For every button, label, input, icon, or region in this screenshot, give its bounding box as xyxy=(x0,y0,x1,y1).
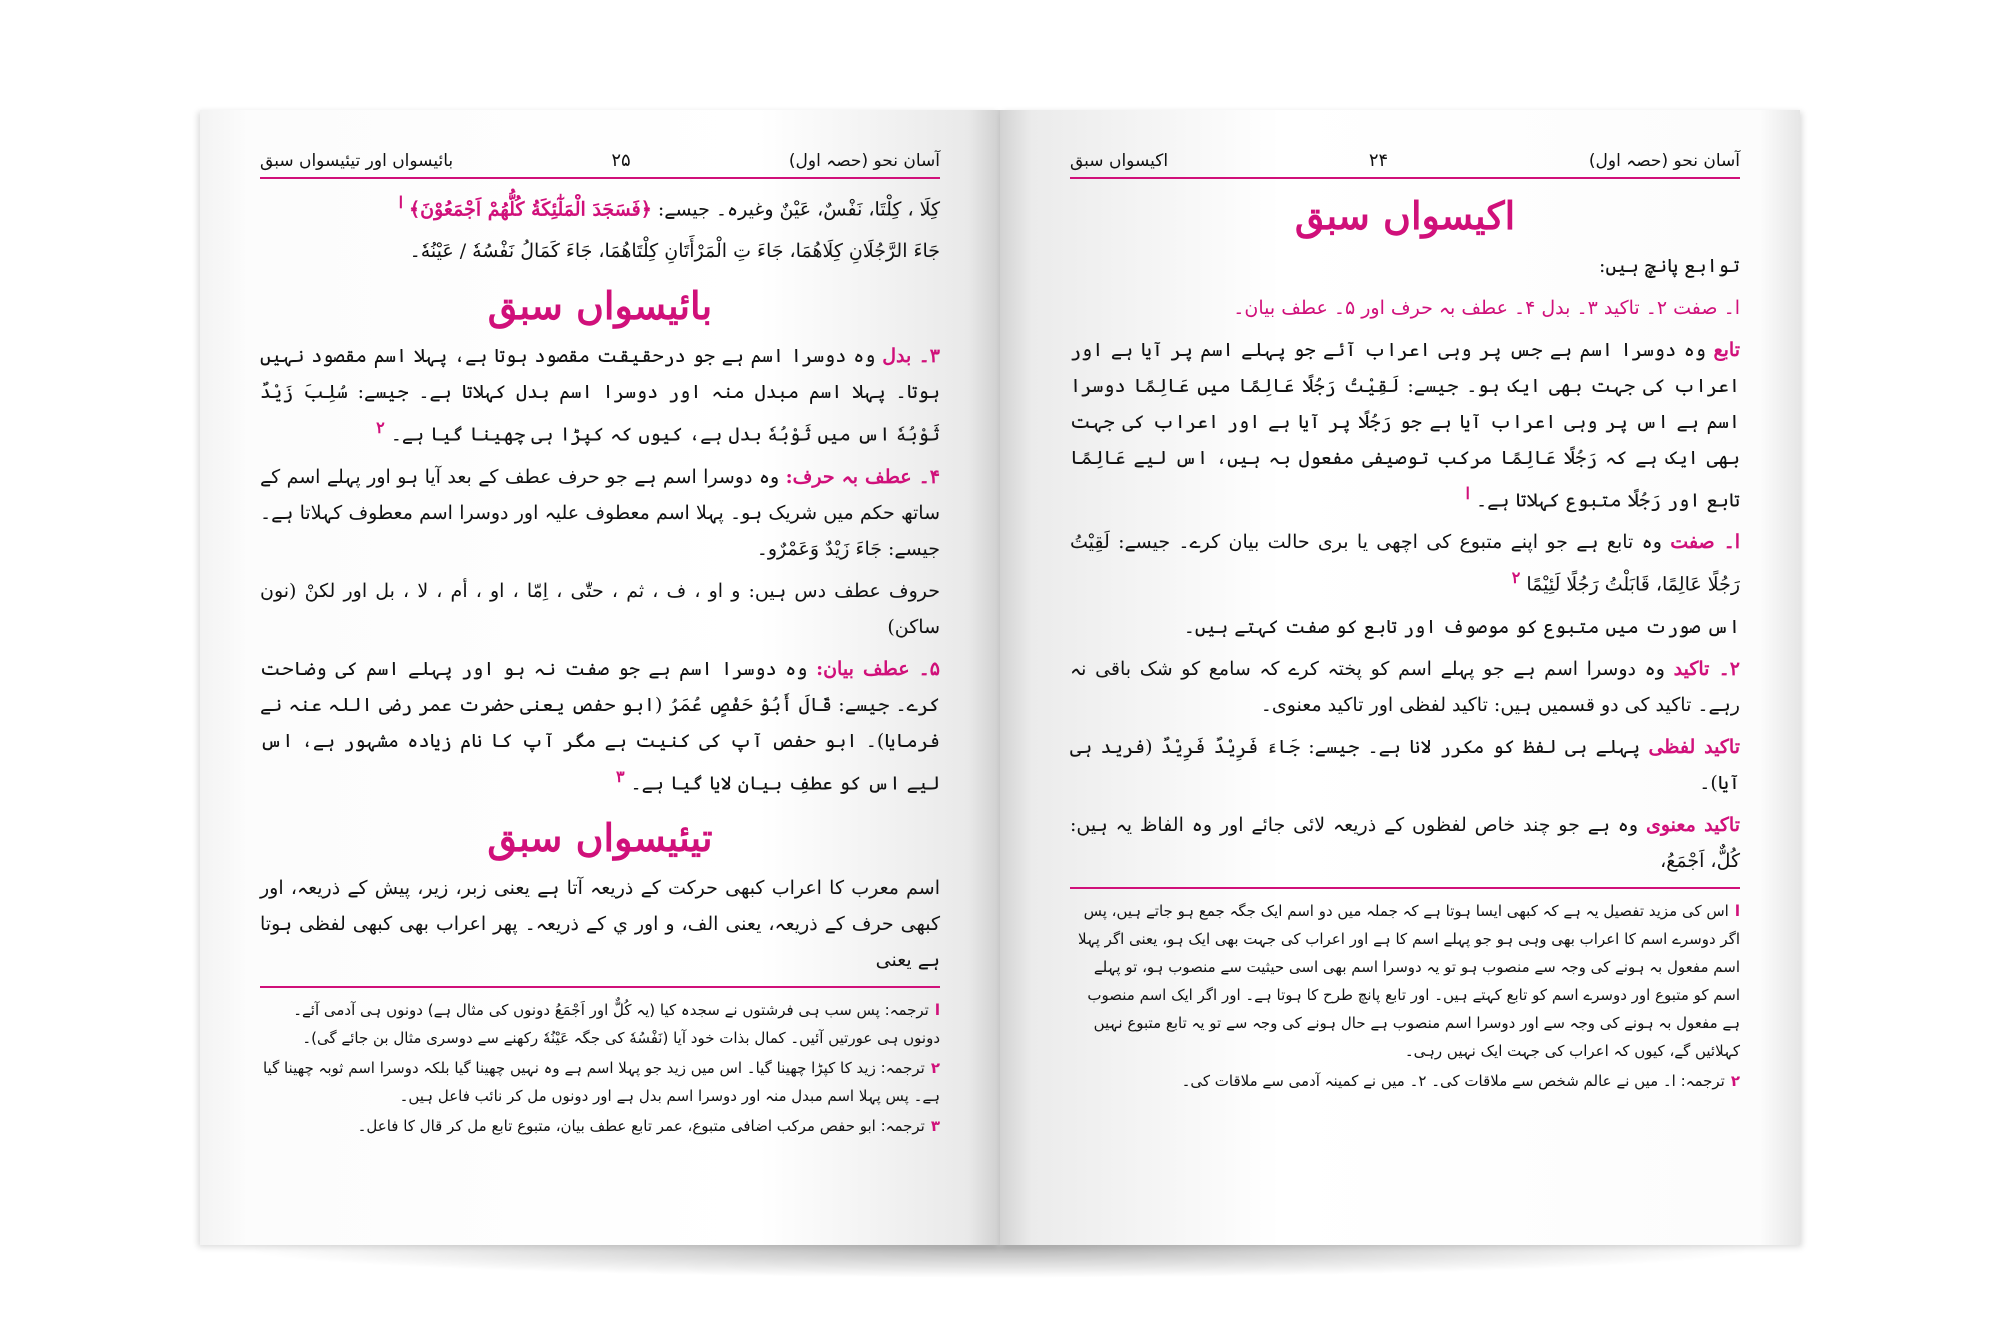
left-page xyxy=(200,110,1000,1245)
left-page-header xyxy=(260,150,940,179)
bayan-paragraph xyxy=(260,651,940,801)
footnote-marker: ۲ xyxy=(376,418,385,438)
right-page xyxy=(1000,110,1800,1245)
footnote-text: ترجمہ: ابو حفص مرکب اضافی متبوع، عمر تابع عطف بیان، متبوع تابع مل کر قال کا فاعل۔ xyxy=(357,1116,925,1135)
footnote-text: ترجمہ: ا۔ میں نے عالم شخص سے ملاقات کی۔ ۲۔ میں نے کمینہ آدمی سے ملاقات کی۔ xyxy=(1181,1071,1725,1090)
footnote-number: ۲ xyxy=(1730,1071,1740,1090)
quran-verse: ﴿فَسَجَدَ الْمَلٰٓئِكَةُ كُلُّهُمْ اَجْمَعُوْنَ﴾ xyxy=(409,198,652,221)
lesson-title-23: تیئیسواں سبق xyxy=(487,814,713,860)
footnote xyxy=(260,1112,940,1140)
tabe-label: تابع xyxy=(1713,339,1740,361)
footnote xyxy=(1070,897,1740,1065)
lesson-title-22: بائیسواں سبق xyxy=(487,283,713,329)
badal-text: وہ دوسرا اسم ہے جو درحقیقت مقصود ہوتا ہے، پہلا اسم مقصود نہیں ہوتا۔ پہلا اسم مبدل منہ اور دوسرا اسم بدل کہلاتا ہے۔ جیسے: سُلِبَ زَيْدٌ ثَوْبُهٗ اس میں ثَوْبُهٗ بدل ہے، کیوں کہ کپڑا ہی چھینا گیا ہے۔ xyxy=(260,345,940,446)
tawabe-intro: توابع پانچ ہیں: xyxy=(1599,255,1740,277)
badal-label: ۳۔ بدل xyxy=(882,345,940,368)
irab-paragraph: اسم معرب کا اعراب کبھی حرکت کے ذریعہ آتا ہے یعنی زبر، زیر، پیش کے ذریعہ، اور کبھی حرف کے ذریعہ، یعنی الف، و اور ي کے ذریعہ۔ پھر اعراب بھی کبھی لفظی ہوتا ہے یعنی xyxy=(260,876,940,971)
open-book xyxy=(200,110,1800,1260)
bayan-text: وہ دوسرا اسم ہے جو صفت نہ ہو اور پہلے اسم کی وضاحت کرے۔ جیسے: قَالَ أَبُوْ حَفْصٍ عُمَرُ (ابو حفص یعنی حضرت عمر رضی اللہ عنہ نے فرمایا)۔ ابو حفص آپ کی کنیت ہے مگر آپ کا نام زیادہ مشہور ہے، اس لیے اس کو عطفِ بیان لایا گیا ہے۔ xyxy=(260,657,940,794)
takeed-paragraph xyxy=(1070,651,1740,723)
header-book-title: آسان نحو (حصہ اول) xyxy=(1588,151,1740,171)
footnote xyxy=(260,996,940,1052)
atf-label: ۴۔ عطف بہ حرف: xyxy=(785,465,940,488)
left-footnotes xyxy=(260,986,940,1140)
footnote-number: ا xyxy=(934,1000,940,1019)
huroof-paragraph: حروف عطف دس ہیں: و او ، ف ، ثم ، حتّٰی ، اِمّا ، او ، أم ، لا ، بل اور لکنْ (نون ساکن) xyxy=(260,579,940,638)
manawi-paragraph xyxy=(1070,807,1740,879)
footnote-marker: ۲ xyxy=(1511,568,1521,588)
bayan-label: ۵۔ عطف بیان: xyxy=(816,657,941,680)
footnote-marker: ۳ xyxy=(615,766,625,786)
footnote-number: ۳ xyxy=(930,1116,940,1135)
takeed-text: وہ دوسرا اسم ہے جو پہلے اسم کو پختہ کرے کہ سامع کو شک باقی نہ رہے۔ تاکید کی دو قسمیں ہیں: تاکید لفظی اور تاکید معنوی۔ xyxy=(1070,657,1740,716)
footnote-text: ترجمہ: پس سب ہی فرشتوں نے سجدہ کیا (یہ کُلٌّ اور اَجْمَعُ دونوں کی مثال ہے) دونوں ہی آدمی آئے۔ دونوں ہی عورتیں آئیں۔ کمال بذات خود آیا (نَفْسُهٗ کی جگہ عَيْنُهٗ رکھنے سے دوسری مثال بن جائے گی)۔ xyxy=(293,1000,940,1047)
right-footnotes xyxy=(1070,887,1740,1095)
footnote-marker: ا xyxy=(1465,484,1470,503)
atf-text: وہ دوسرا اسم ہے جو حرف عطف کے بعد آیا ہو اور پہلے اسم کے ساتھ حکم میں شریک ہو۔ پہلا اسم معطوف علیہ اور دوسرا اسم معطوف کہلاتا ہے۔ جیسے: جَاءَ زَيْدٌ وَعَمْرٌو۔ xyxy=(260,465,940,560)
manawi-label: تاکید معنوی xyxy=(1645,813,1740,836)
lesson-title-21: اکیسواں سبق xyxy=(1294,193,1516,238)
page-number: ۲۴ xyxy=(1368,150,1389,171)
takeed-label: ۲۔ تاکید xyxy=(1673,657,1741,680)
page-number: ۲۵ xyxy=(611,150,631,171)
lafzi-label: تاکید لفظی xyxy=(1648,735,1740,758)
badal-paragraph xyxy=(260,338,940,452)
footnote xyxy=(1070,1067,1740,1095)
header-chapter-title: اکیسواں سبق xyxy=(1070,151,1169,171)
sifat-label: ا۔ صفت xyxy=(1670,531,1740,554)
tabe-paragraph xyxy=(1070,332,1740,518)
footnote-number: ا xyxy=(1734,901,1740,920)
lafzi-text: پہلے ہی لفظ کو مکرر لانا ہے۔ جیسے: جَاءَ فَرِيْدٌ فَرِيْدٌ (فرید ہی آیا)۔ xyxy=(1070,735,1740,794)
tawabe-list: ا۔ صفت ۲۔ تاکید ۳۔ بدل ۴۔ عطف بہ حرف اور ۵۔ عطف بیان۔ xyxy=(1233,297,1740,319)
tabe-text: وہ دوسرا اسم ہے جس پر وہی اعراب آئے جو پہلے اسم پر آیا ہے اور اعراب کی جہت بھی ایک ہو۔ جیسے: لَقِيْتُ رَجُلًا عَالِمًا میں عَالِمًا دوسرا اسم ہے اس پر وہی اعراب آیا ہے جو رَجُلًا پر آیا ہے اور اعراب کی جہت بھی ایک ہے کہ رَجُلًا عَالِمًا مرکب توصیفی مفعول بہ ہیں، اس لیے عَالِمًا تابع اور رَجُلًا متبوع کہلاتا ہے۔ xyxy=(1070,339,1740,512)
footnote-marker: ا xyxy=(398,193,403,212)
header-chapter-title: بائیسواں اور تیئیسواں سبق xyxy=(260,151,454,171)
atf-paragraph xyxy=(260,459,940,567)
footnote-number: ۲ xyxy=(930,1058,940,1077)
footnote xyxy=(260,1054,940,1110)
sifat-text: وہ تابع ہے جو اپنے متبوع کی اچھی یا بری حالت بیان کرے۔ جیسے: لَقِيْتُ رَجُلًا عَالِمًا، قَابَلْتُ رَجُلًا لَئِيْمًا xyxy=(1070,531,1740,596)
sifat-paragraph xyxy=(1070,524,1740,602)
sifat-note: اس صورت میں متبوع کو موصوف اور تابع کو صفت کہتے ہیں۔ xyxy=(1183,615,1740,638)
manawi-text: وہ ہے جو چند خاص لفظوں کے ذریعہ لائی جائے اور وہ الفاظ یہ ہیں: کُلٌّ، اَجْمَعُ، xyxy=(1070,813,1740,872)
footnote-text: اس کی مزید تفصیل یہ ہے کہ کبھی ایسا ہوتا ہے کہ جملہ میں دو اسم ایک جگہ جمع ہو جاتے ہیں، پس اگر دوسرے اسم کا اعراب بھی وہی ہو جو پہلے اسم کا ہے اور اعراب کی جہت بھی ایک ہو، یعنی اگر پہلا اسم مفعول بہ ہونے کی وجہ سے منصوب ہو تو یہ دوسرا اسم بھی اسی حیثیت سے منصوب ہو، تو پہلے اسم کو متبوع اور دوسرے اسم کو تابع کہتے ہیں۔ اور تابع پانچ طرح کا ہوتا ہے۔ اور اگر ایک اسم منصوب ہے مفعول بہ ہونے کی وجہ سے اور دوسرا اسم منصوب ہے حال ہونے کی وجہ سے تو یہ تابع متبوع نہیں کہلائیں گے، کیوں کہ اعراب کی جہت ایک نہیں رہی۔ xyxy=(1077,901,1740,1060)
footnote-text: ترجمہ: زید کا کپڑا چھینا گیا۔ اس میں زید جو پہلا اسم ہے وہ نہیں چھینا گیا بلکہ دوسرا اسم ثوبہ چھینا گیا ہے۔ پس پہلا اسم مبدل منہ اور دوسرا اسم بدل ہے اور دونوں مل کر نائب فاعل ہیں۔ xyxy=(262,1058,940,1105)
header-book-title: آسان نحو (حصہ اول) xyxy=(788,151,940,171)
lafzi-paragraph xyxy=(1070,729,1740,801)
intro-line-1 xyxy=(260,185,940,227)
intro-line-2: جَاءَ الرَّجُلَانِ كِلَاهُمَا، جَاءَ تِ الْمَرْأَتَانِ كِلْتَاهُمَا، جَاءَ كَمَالُ نَفْسُهٗ / عَيْنُهٗ۔ xyxy=(409,240,940,263)
intro-text: كِلَا ، كِلْتَا، نَفْسٌ، عَيْنٌ وغیرہ۔ جیسے: xyxy=(657,198,940,221)
right-page-header xyxy=(1070,150,1740,179)
